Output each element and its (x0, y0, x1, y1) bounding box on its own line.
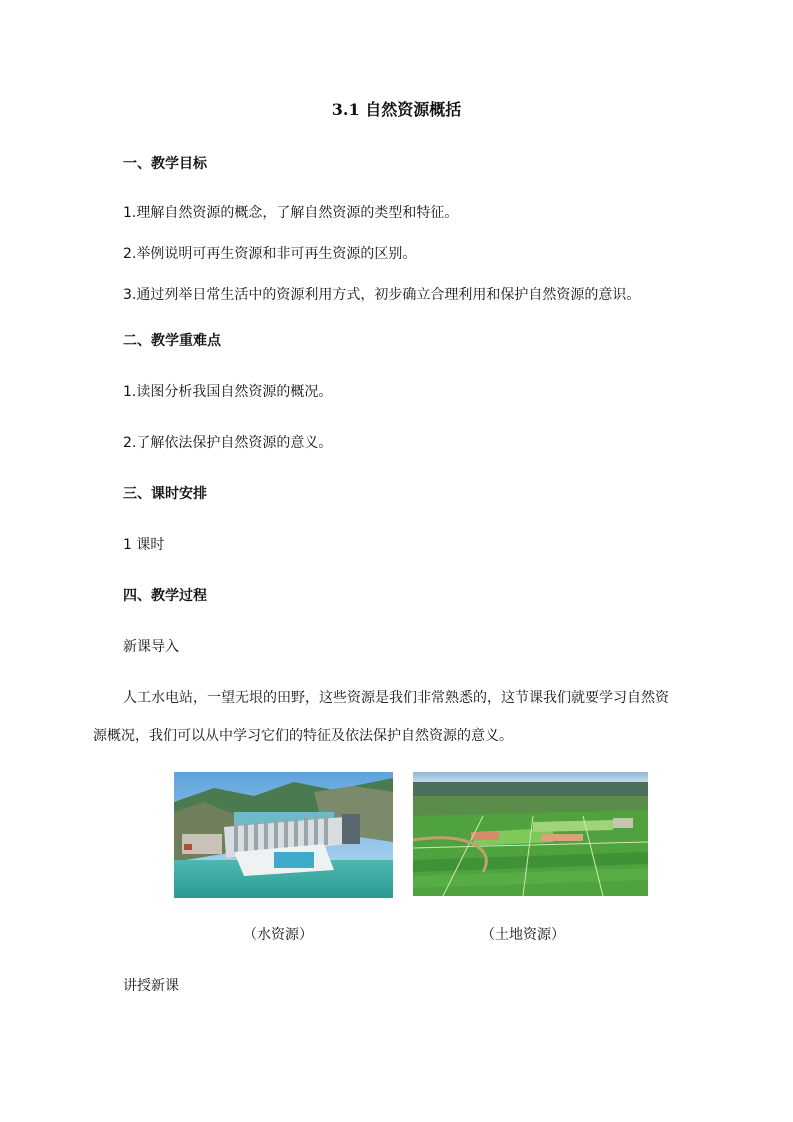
caption-water-resources: （水资源） (243, 927, 313, 943)
schedule-item: 1 课时 (123, 537, 165, 553)
section-heading-goals: 一、教学目标 (123, 156, 207, 172)
caption-land-resources: （土地资源） (481, 927, 565, 943)
section-heading-process: 四、教学过程 (123, 588, 207, 604)
next-section-label: 讲授新课 (123, 978, 179, 994)
document-title: 3.1 自然资源概括 (331, 100, 462, 119)
intro-paragraph-line2: 源概况，我们可以从中学习它们的特征及依法保护自然资源的意义。 (93, 728, 513, 744)
goal-item-1: 1.理解自然资源的概念，了解自然资源的类型和特征。 (123, 205, 459, 221)
hydropower-dam-photo (174, 772, 393, 898)
section-heading-schedule: 三、课时安排 (123, 486, 207, 502)
goal-item-2: 2.举例说明可再生资源和非可再生资源的区别。 (123, 246, 417, 262)
goal-item-3: 3.通过列举日常生活中的资源利用方式，初步确立合理利用和保护自然资源的意识。 (123, 287, 641, 303)
process-item-intro: 新课导入 (123, 639, 179, 655)
section-heading-key-points: 二、教学重难点 (123, 333, 221, 349)
key-point-item-1: 1.读图分析我国自然资源的概况。 (123, 384, 333, 400)
key-point-item-2: 2.了解依法保护自然资源的意义。 (123, 435, 333, 451)
farmland-aerial-photo (413, 772, 648, 896)
intro-paragraph-line1: 人工水电站，一望无垠的田野，这些资源是我们非常熟悉的，这节课我们就要学习自然资 (123, 690, 669, 706)
